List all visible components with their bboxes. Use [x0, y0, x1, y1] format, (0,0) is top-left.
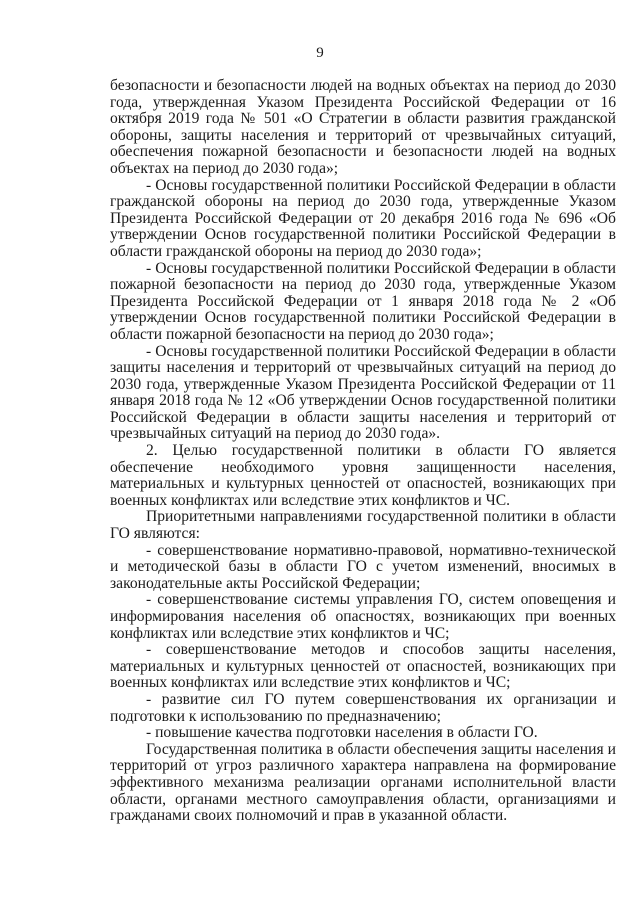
- paragraph: безопасности и безопасности людей на водных объектах на период до 2030 года, утвержденная Указом Президента Российской Федерации от 16 октября 2019 года № 501 «О Стратегии в области развития гражданской обороны, защиты населения и территорий от чрезвычайных ситуаций, обеспечения пожарной безопасности и безопасности людей на водных объектах на период до 2030 года»;: [110, 77, 616, 177]
- paragraph: Государственная политика в области обеспечения защиты населения и территорий от угроз различного характера направлена на формирование эффективного механизма реализации органами исполнительной власти области, органами местного самоуправления области, организациями и гражданами своих полномочий и прав в указанной области.: [110, 740, 616, 825]
- paragraph: 2. Целью государственной политики в области ГО является обеспечение необходимого уровня защищенности населения, материальных и культурных ценностей от опасностей, возникающих при военных конфликтах или вследствие этих конфликтов и ЧС.: [110, 442, 616, 509]
- paragraph: - Основы государственной политики Российской Федерации в области пожарной безопасности на период до 2030 года, утвержденные Указом Президента Российской Федерации от 1 января 2018 года № 2 «Об утверждении Основ государственной политики Российской Федерации в области пожарной безопасности на период до 2030 года»;: [110, 259, 616, 343]
- paragraph: - совершенствование методов и способов защиты населения, материальных и культурных ценностей от опасностей, возникающих при военных конфликтах или вследствие этих конфликтов и ЧС;: [110, 641, 616, 692]
- paragraph: - Основы государственной политики Российской Федерации в области гражданской обороны на период до 2030 года, утвержденные Указом Президента Российской Федерации от 20 декабря 2016 года № 696 «Об утверждении Основ государственной политики Российской Федерации в области гражданской обороны на период до 2030 года»;: [110, 176, 616, 260]
- paragraph: - совершенствование системы управления ГО, систем оповещения и информирования населения об опасностях, возникающих при военных конфликтах или вследствие этих конфликтов и ЧС;: [110, 591, 616, 642]
- paragraph: Приоритетными направлениями государственной политики в области ГО являются:: [110, 508, 616, 543]
- page-number: 9: [316, 45, 324, 61]
- paragraph: - повышение качества подготовки населения в области ГО.: [146, 724, 538, 742]
- document-body: [110, 78, 616, 825]
- paragraph: - совершенствование нормативно-правовой, нормативно-технической и методической базы в области ГО с учетом изменений, вносимых в законодательные акты Российской Федерации;: [110, 541, 616, 592]
- paragraph: - Основы государственной политики Российской Федерации в области защиты населения и территорий от чрезвычайных ситуаций на период до 2030 года, утвержденные Указом Президента Российской Федерации от 11 января 2018 года № 12 «Об утверждении Основ государственной политики Российской Федерации в области защиты населения и территорий от чрезвычайных ситуаций на период до 2030 года».: [110, 342, 616, 443]
- paragraph: - развитие сил ГО путем совершенствования их организации и подготовки к использованию по предназначению;: [110, 690, 616, 725]
